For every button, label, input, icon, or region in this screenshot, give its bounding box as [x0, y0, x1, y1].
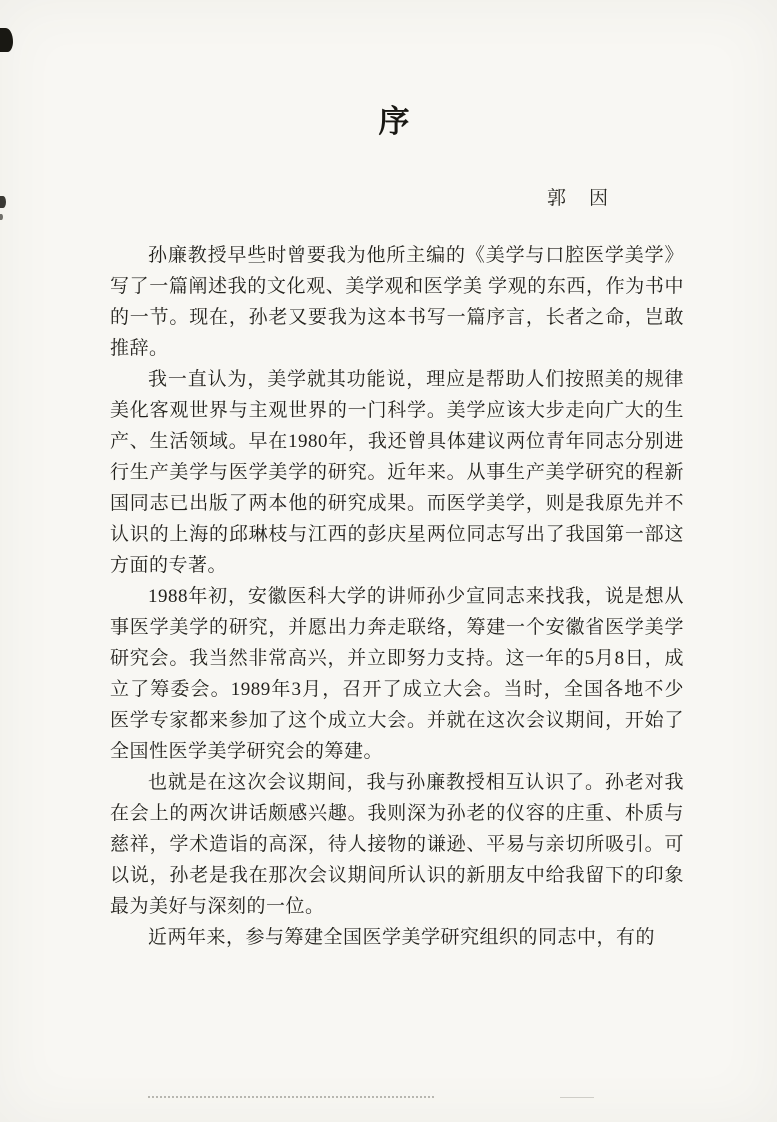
scan-artifact-left-edge-small: [0, 214, 3, 220]
paragraph: 我一直认为，美学就其功能说，理应是帮助人们按照美的规律美化客观世界与主观世界的一门科学。美学应该大步走向广大的生产、生活领域。早在1980年，我还曾具体建议两位青年同志分别进行生产美学与医学美学的研究。近年来。从事生产美学研究的程新国同志已出版了两本他的研究成果。而医学美学，则是我原先并不认识的上海的邱琳枝与江西的彭庆星两位同志写出了我国第一部这方面的专著。: [110, 369, 684, 576]
scan-artifact-bottom-dotted-line: [148, 1096, 434, 1098]
scan-artifact-bottom-dash: [560, 1097, 594, 1098]
scan-artifact-top-left: [0, 28, 13, 52]
scan-artifact-left-edge: [0, 196, 6, 208]
preface-body: [110, 240, 684, 953]
paragraph: 也就是在这次会议期间，我与孙廉教授相互认识了。孙老对我在会上的两次讲话颇感兴趣。我则深为孙老的仪容的庄重、朴质与慈祥，学术造诣的高深，待人接物的谦逊、平易与亲切所吸引。可以说，孙老是我在那次会议期间所认识的新朋友中给我留下的印象最为美好与深刻的一位。: [110, 772, 684, 917]
author-name: 郭 因: [546, 188, 610, 209]
paragraph: 近两年来，参与筹建全国医学美学研究组织的同志中，有的: [148, 927, 656, 948]
paragraph: 1988年初，安徽医科大学的讲师孙少宣同志来找我，说是想从事医学美学的研究，并愿出力奔走联络，筹建一个安徽省医学美学研究会。我当然非常高兴，并立即努力支持。这一年的5月8日，成立了筹委会。1989年3月，召开了成立大会。当时，全国各地不少医学专家都来参加了这个成立大会。并就在这次会议期间，开始了全国性医学美学研究会的筹建。: [110, 586, 684, 762]
page-title: 序: [378, 104, 416, 139]
paragraph: 孙廉教授早些时曾要我为他所主编的《美学与口腔医学美学》写了一篇阐述我的文化观、美学观和医学美 学观的东西，作为书中的一节。现在，孙老又要我为这本书写一篇序言，长者之命，岂敢推辞。: [110, 245, 684, 359]
